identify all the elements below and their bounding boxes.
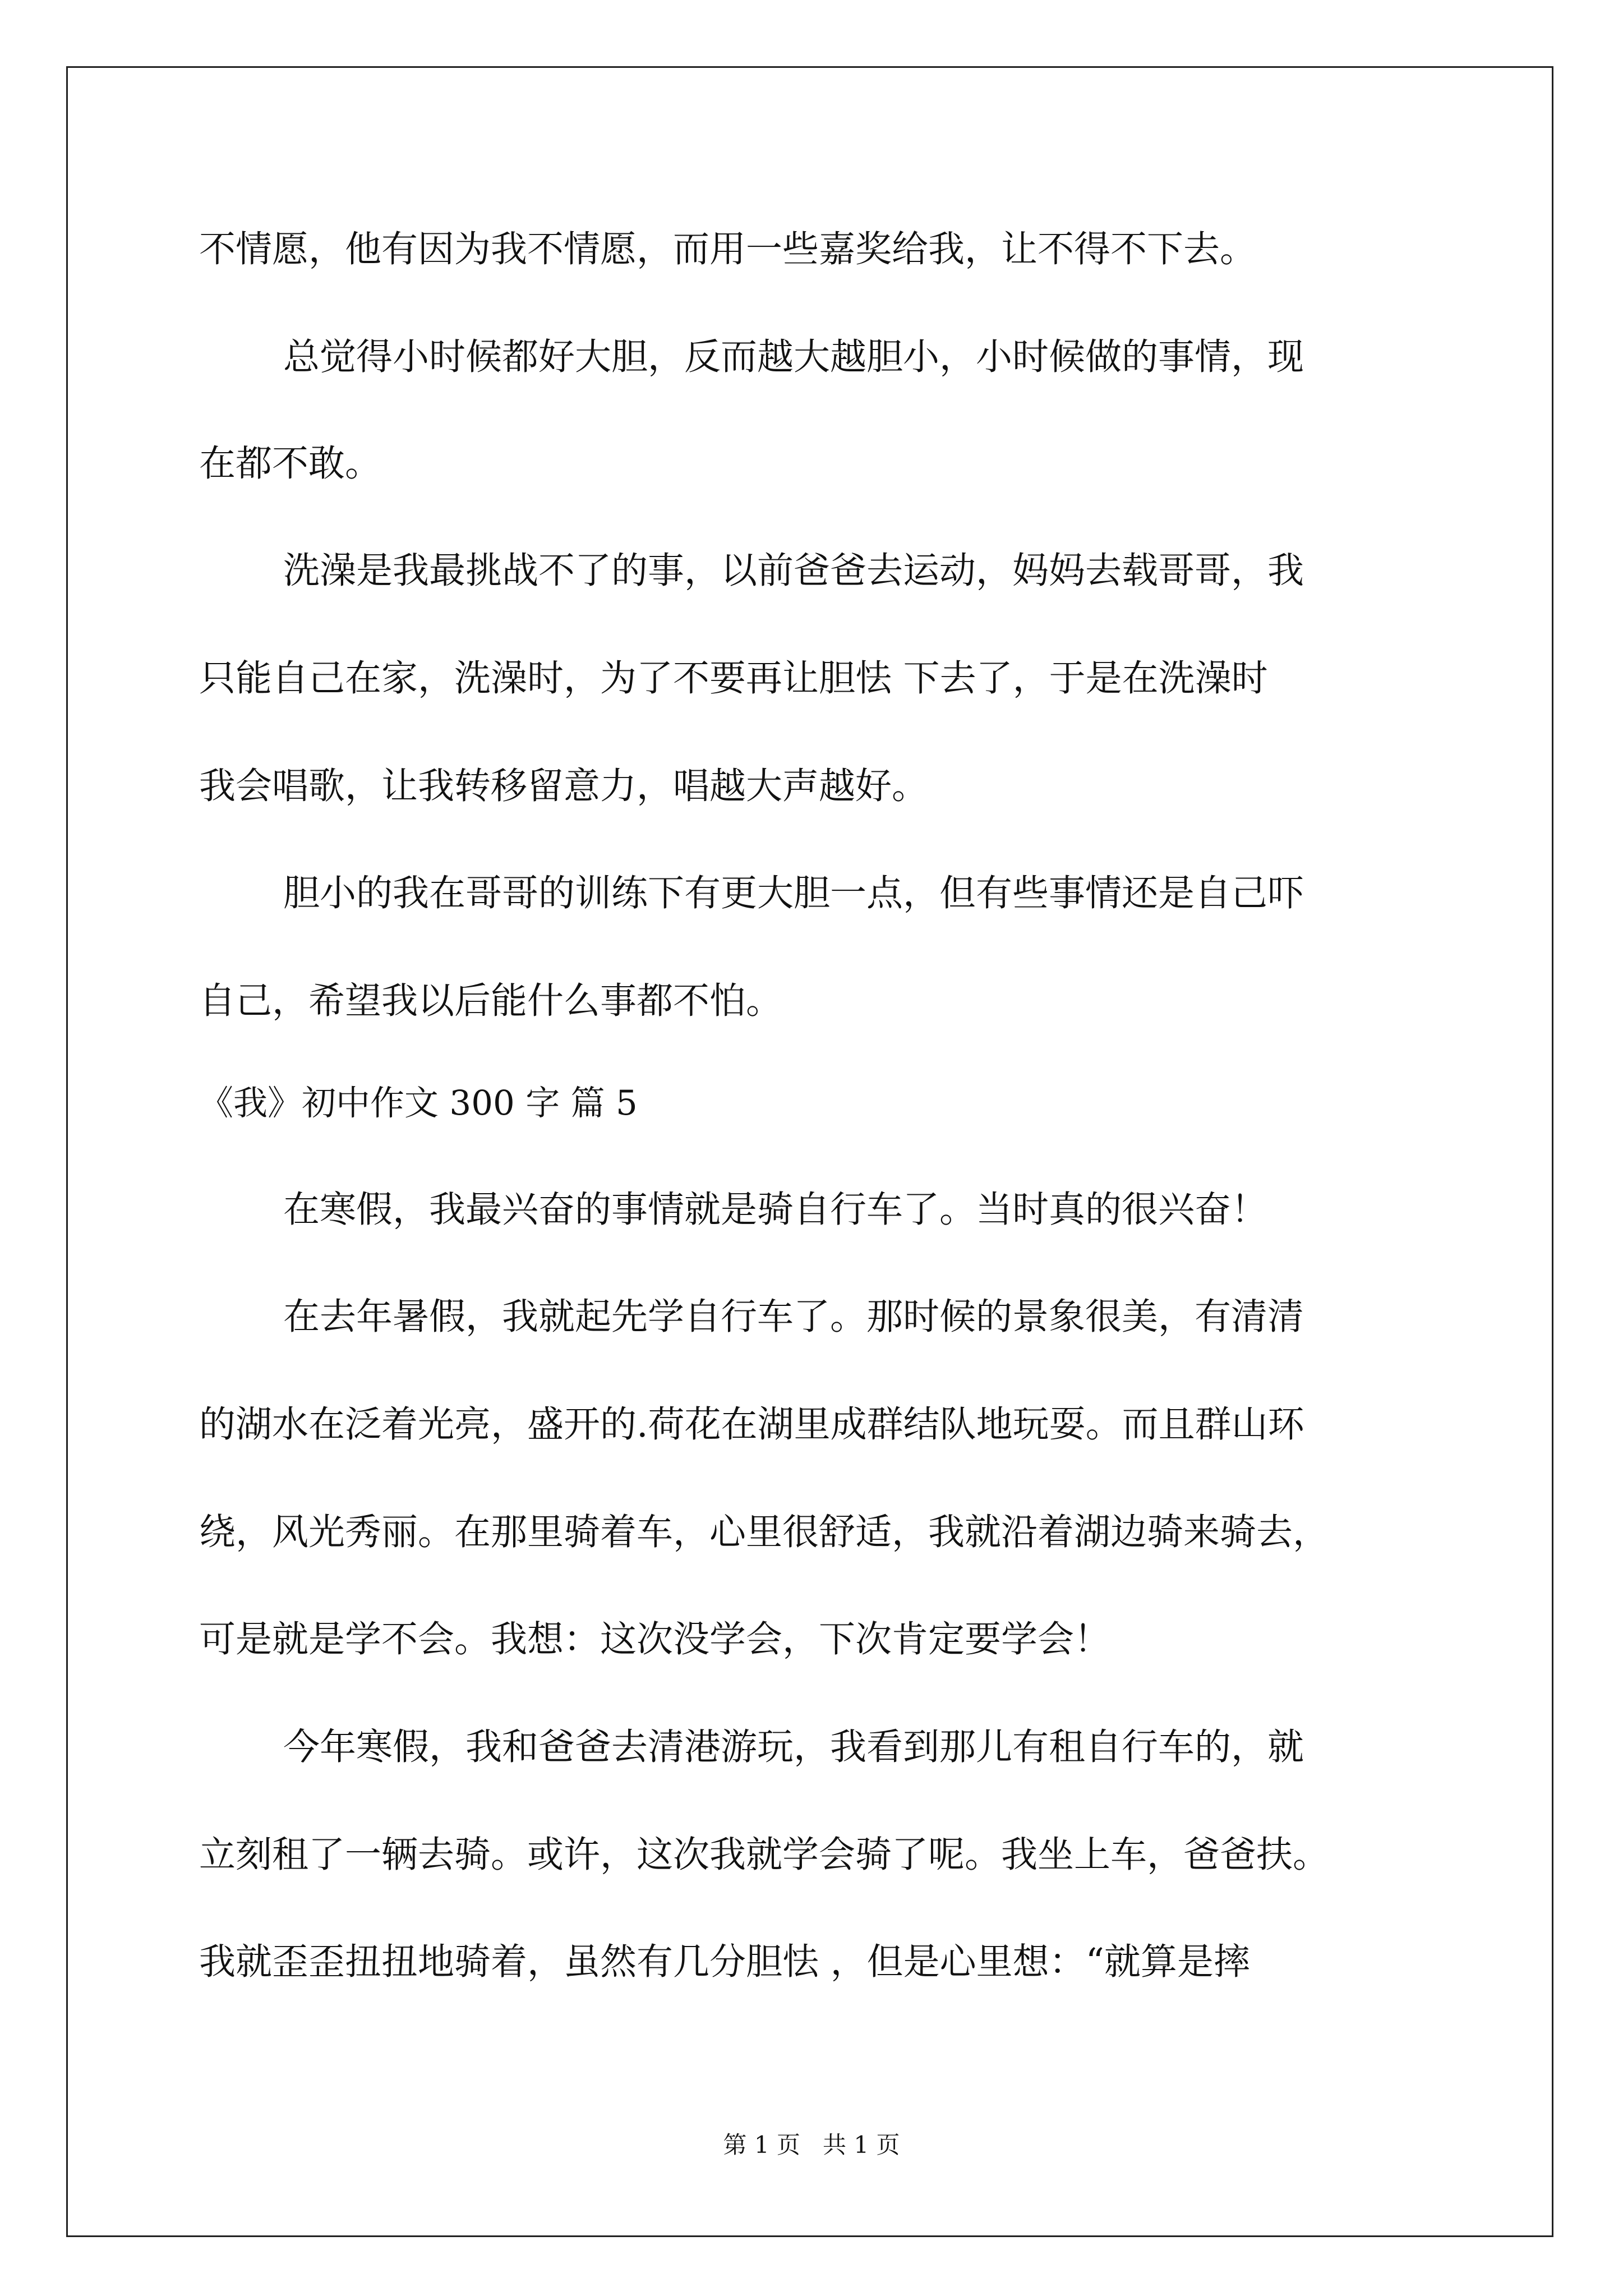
page-footer: 第 1 页 共 1 页 [723,2131,900,2159]
paragraph-first-line: 胆小的我在哥哥的训练下有更大胆一点，但有些事情还是自己吓 [283,872,1304,914]
paragraph-first-line: 在去年暑假，我就起先学自行车了。那时候的景象很美，有清清 [283,1296,1304,1338]
body-line: 自己，希望我以后能什么事都不怕。 [199,980,783,1022]
paragraph-first-line: 在寒假，我最兴奋的事情就是骑自行车了。当时真的很兴奋！ [283,1189,1268,1231]
body-line: 我就歪歪扭扭地骑着，虽然有几分胆怯 ，但是心里想：“就算是摔 [199,1941,1250,1983]
section-heading: 《我》初中作文 300 字 篇 5 [199,1083,638,1123]
body-line: 的湖水在泛着光亮，盛开的.荷花在湖里成群结队地玩耍。而且群山环 [199,1404,1304,1446]
paragraph-first-line: 洗澡是我最挑战不了的事，以前爸爸去运动，妈妈去载哥哥，我 [283,550,1304,592]
body-line: 可是就是学不会。我想：这次没学会，下次肯定要学会！ [199,1618,1111,1660]
body-line: 绕，风光秀丽。在那里骑着车，心里很舒适，我就沿着湖边骑来骑去， [199,1511,1330,1553]
body-line: 不情愿，他有因为我不情愿，而用一些嘉奖给我，让不得不下去。 [199,228,1257,270]
body-line: 在都不敢。 [199,443,382,485]
body-line: 立刻租了一辆去骑。或许，这次我就学会骑了呢。我坐上车，爸爸扶。 [199,1834,1330,1876]
body-line: 我会唱歌，让我转移留意力，唱越大声越好。 [199,765,929,807]
page-border [66,66,1553,2237]
paragraph-first-line: 总觉得小时候都好大胆，反而越大越胆小，小时候做的事情，现 [283,336,1304,378]
paragraph-first-line: 今年寒假，我和爸爸去清港游玩，我看到那儿有租自行车的，就 [283,1726,1304,1768]
body-line: 只能自己在家，洗澡时，为了不要再让胆怯 下去了，于是在洗澡时 [199,657,1268,700]
